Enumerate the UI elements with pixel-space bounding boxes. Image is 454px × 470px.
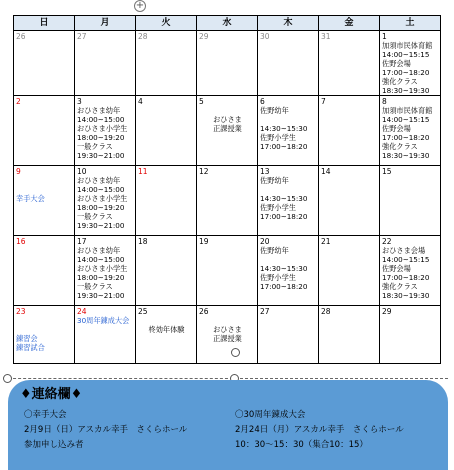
event-text: 強化クラス (382, 142, 418, 151)
event-text: 佐野小学生 (260, 273, 296, 282)
day-number: 7 (321, 97, 326, 106)
event-text: 14:00~15:15 (382, 50, 430, 59)
week-row (14, 96, 441, 166)
blank-line (138, 316, 195, 325)
day-cell[interactable] (319, 236, 380, 306)
event-text: 18:30~19:30 (382, 291, 430, 300)
day-cell[interactable] (258, 31, 319, 96)
event-text: 正課授業 (213, 124, 242, 133)
weekday-header: 水 (197, 16, 258, 31)
event-text: 佐野幼年 (260, 106, 289, 115)
event-text: 30周年錬成大会 (77, 316, 130, 325)
day-cell[interactable] (380, 236, 441, 306)
event-text: 一般クラス (77, 142, 113, 151)
notice-line: 2月24日（月）アスカル幸手 さくらホール (235, 425, 404, 435)
day-number: 29 (382, 307, 392, 316)
notice-line: 10：30～15：30（集合10：15） (235, 440, 368, 450)
day-cell[interactable] (136, 31, 197, 96)
day-number: 17 (77, 237, 87, 246)
day-cell[interactable] (14, 236, 75, 306)
day-number: 28 (321, 307, 331, 316)
event-text: 佐野会場 (382, 59, 411, 68)
day-cell[interactable] (14, 31, 75, 96)
event-text: 14:00~15:15 (382, 115, 430, 124)
event-text: 18:00~19:20 (77, 133, 125, 142)
calendar-table (13, 15, 441, 364)
day-number: 18 (138, 237, 148, 246)
day-cell[interactable] (136, 96, 197, 166)
event-text: 佐野会場 (382, 124, 411, 133)
event-text: 18:30~19:30 (382, 86, 430, 95)
event-text: 18:00~19:20 (77, 203, 125, 212)
week-row (14, 31, 441, 96)
event-text: おひさま小学生 (77, 264, 128, 273)
day-number: 27 (260, 307, 270, 316)
day-cell[interactable] (14, 166, 75, 236)
notice-line: 〇幸手大会 (24, 410, 67, 420)
event-text: 17:00~18:20 (260, 282, 308, 291)
weekday-header-row (14, 16, 441, 31)
day-cell[interactable] (258, 306, 319, 364)
day-number: 6 (260, 97, 265, 106)
event-text: 正課授業 (213, 334, 242, 343)
day-number: 4 (138, 97, 143, 106)
day-number: 28 (138, 32, 148, 41)
day-number: 5 (199, 97, 204, 106)
selection-border (240, 378, 448, 379)
event-text: 一般クラス (77, 212, 113, 221)
day-cell[interactable] (197, 96, 258, 166)
event-text: 18:00~19:20 (77, 273, 125, 282)
day-cell[interactable] (319, 96, 380, 166)
event-text: おひさま幼年 (77, 106, 121, 115)
event-text: おひさま会場 (382, 246, 426, 255)
day-cell[interactable] (319, 166, 380, 236)
event-text: 17:00~18:20 (382, 68, 430, 77)
day-cell[interactable] (197, 166, 258, 236)
notice-right-column (235, 408, 404, 453)
event-text: 錬習試合 (16, 343, 45, 352)
day-cell[interactable] (75, 236, 136, 306)
event-text: 強化クラス (382, 77, 418, 86)
day-cell[interactable] (75, 306, 136, 364)
event-text: 17:00~18:20 (260, 212, 308, 221)
day-number: 13 (260, 167, 270, 176)
day-number: 30 (260, 32, 270, 41)
day-number: 20 (260, 237, 270, 246)
day-number: 23 (16, 307, 26, 316)
day-number: 19 (199, 237, 209, 246)
event-text: 佐野小学生 (260, 203, 296, 212)
day-number: 15 (382, 167, 392, 176)
day-cell[interactable] (14, 306, 75, 364)
event-text: 佐野会場 (382, 264, 411, 273)
event-text: 14:00~15:00 (77, 115, 125, 124)
day-cell[interactable] (75, 31, 136, 96)
day-number: 14 (321, 167, 331, 176)
event-text: 強化クラス (382, 282, 418, 291)
selection-border (8, 378, 233, 379)
event-text: 加須市民体育館 (382, 41, 433, 50)
blank-line (16, 176, 73, 185)
event-text: おひさま (213, 115, 242, 124)
event-text: 14:30~15:30 (260, 194, 308, 203)
add-column-button[interactable]: + (135, 0, 145, 11)
day-number: 24 (77, 307, 87, 316)
day-cell[interactable] (136, 166, 197, 236)
event-text: おひさま幼年 (77, 246, 121, 255)
blank-line (260, 185, 317, 194)
day-number: 12 (199, 167, 209, 176)
calendar-body (14, 31, 441, 364)
weekday-header: 日 (14, 16, 75, 31)
notice-line: 参加申し込み者 (24, 440, 84, 450)
blank-line (16, 325, 73, 334)
blank-line (260, 255, 317, 264)
day-number: 21 (321, 237, 331, 246)
day-cell[interactable] (380, 306, 441, 364)
day-cell[interactable] (319, 306, 380, 364)
day-cell[interactable] (75, 166, 136, 236)
blank-line (199, 106, 256, 115)
weekday-header: 木 (258, 16, 319, 31)
event-text: 19:30~21:00 (77, 151, 125, 160)
resize-handle[interactable] (231, 348, 240, 357)
notice-title: ♦連絡欄♦ (20, 387, 83, 402)
event-text: 一般クラス (77, 282, 113, 291)
event-text: 加須市民体育館 (382, 106, 433, 115)
event-text: 18:30~19:30 (382, 151, 430, 160)
day-number: 2 (16, 97, 21, 106)
day-cell[interactable] (136, 306, 197, 364)
event-text: 17:00~18:20 (382, 273, 430, 282)
blank-line (199, 316, 256, 325)
day-number: 25 (138, 307, 148, 316)
event-text: 幸手大会 (16, 194, 45, 203)
day-cell[interactable] (197, 236, 258, 306)
day-number: 26 (16, 32, 26, 41)
event-text: 19:30~21:00 (77, 221, 125, 230)
weekday-header: 金 (319, 16, 380, 31)
event-text: おひさま幼年 (77, 176, 121, 185)
day-cell[interactable] (197, 306, 258, 364)
day-cell[interactable] (258, 96, 319, 166)
week-row (14, 306, 441, 364)
notice-line: 〇30周年錬成大会 (235, 410, 306, 420)
event-text: 14:30~15:30 (260, 124, 308, 133)
event-text: 17:00~18:20 (382, 133, 430, 142)
event-text: 佐野幼年 (260, 176, 289, 185)
day-number: 3 (77, 97, 82, 106)
event-text: おひさま (213, 325, 242, 334)
event-text: おひさま小学生 (77, 124, 128, 133)
event-text: 14:00~15:00 (77, 185, 125, 194)
week-row (14, 236, 441, 306)
day-cell[interactable] (258, 166, 319, 236)
event-text: 19:30~21:00 (77, 291, 125, 300)
event-text: 17:00~18:20 (260, 142, 308, 151)
day-number: 8 (382, 97, 387, 106)
day-cell[interactable] (14, 96, 75, 166)
day-number: 9 (16, 167, 21, 176)
resize-handle[interactable] (3, 374, 12, 383)
event-text: 佐野幼年 (260, 246, 289, 255)
event-text: 14:00~15:00 (77, 255, 125, 264)
event-text: おひさま小学生 (77, 194, 128, 203)
day-number: 26 (199, 307, 209, 316)
day-cell[interactable] (380, 31, 441, 96)
day-cell[interactable] (258, 236, 319, 306)
event-text: 柊効年体験 (148, 325, 185, 334)
day-cell[interactable] (197, 31, 258, 96)
day-number: 22 (382, 237, 392, 246)
notice-line: 2月9日（日）アスカル幸手 さくらホール (24, 425, 188, 435)
day-number: 31 (321, 32, 331, 41)
event-text: 錬習会 (16, 334, 38, 343)
day-cell[interactable] (75, 96, 136, 166)
event-text: 14:00~15:15 (382, 255, 430, 264)
weekday-header: 土 (380, 16, 441, 31)
weekday-header: 月 (75, 16, 136, 31)
day-cell[interactable] (380, 96, 441, 166)
event-text: 佐野小学生 (260, 133, 296, 142)
day-number: 10 (77, 167, 87, 176)
day-cell[interactable] (380, 166, 441, 236)
notice-box[interactable] (8, 380, 448, 470)
event-text: 14:30~15:30 (260, 264, 308, 273)
blank-line (260, 115, 317, 124)
day-number: 11 (138, 167, 148, 176)
weekday-header: 火 (136, 16, 197, 31)
blank-line (16, 185, 73, 194)
day-cell[interactable] (319, 31, 380, 96)
day-number: 1 (382, 32, 387, 41)
blank-line (16, 316, 73, 325)
day-number: 29 (199, 32, 209, 41)
day-cell[interactable] (136, 236, 197, 306)
day-number: 27 (77, 32, 87, 41)
day-number: 16 (16, 237, 26, 246)
notice-left-column (24, 408, 187, 453)
week-row (14, 166, 441, 236)
